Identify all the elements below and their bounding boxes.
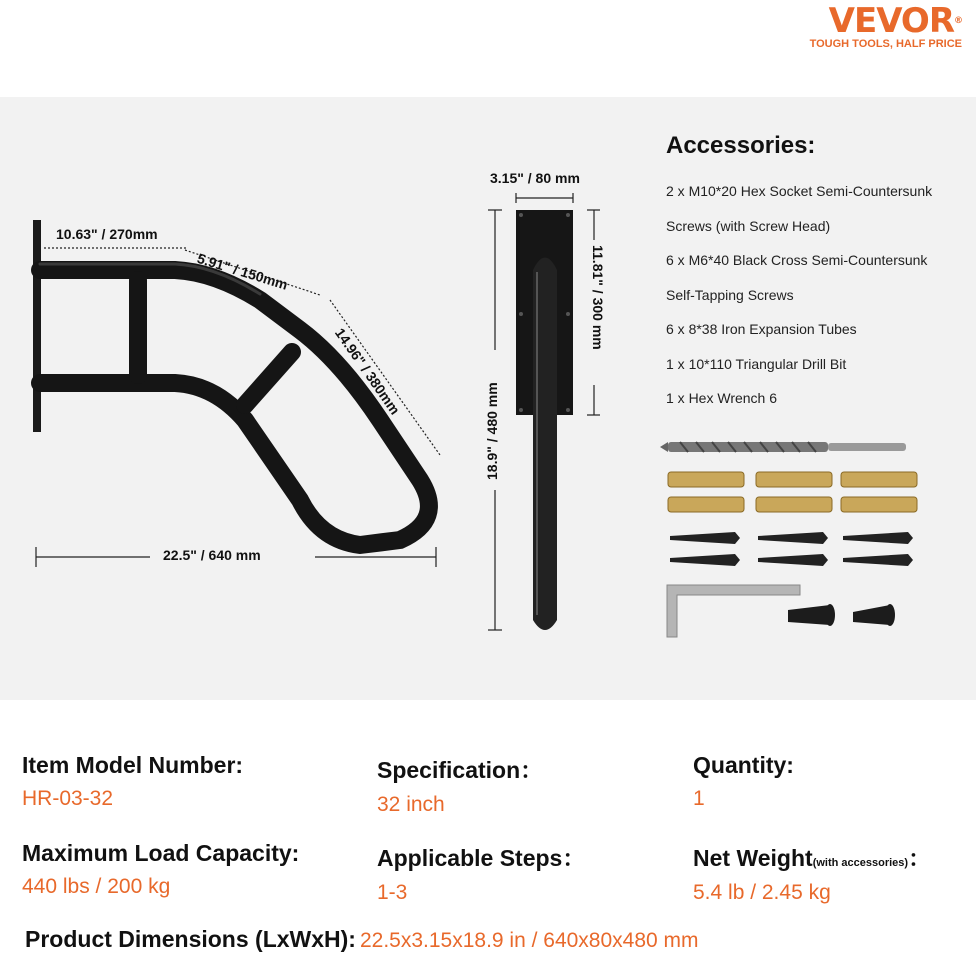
spec-specification <box>377 752 543 817</box>
front-width-label: 3.15" / 80 mm <box>490 170 580 186</box>
accessory-item: Screws (with Screw Head) <box>666 217 831 234</box>
accessory-item: 1 x Hex Wrench 6 <box>666 390 778 406</box>
spec-weight <box>693 840 931 905</box>
spec-steps-value: 1-3 <box>377 881 408 904</box>
spec-model-label: Item Model Number: <box>22 752 244 778</box>
spec-steps <box>377 840 585 905</box>
total-length-label: 22.5" / 640 mm <box>163 547 261 563</box>
spec-quantity <box>693 752 794 811</box>
spec-dimensions-value: 22.5x3.15x18.9 in / 640x80x480 mm <box>359 929 699 952</box>
total-height-label: 18.9" / 480 mm <box>484 382 500 480</box>
hex-bolt-icons <box>788 604 895 626</box>
spec-specification-label: Specification： <box>377 757 544 783</box>
slant-length-label: 14.96" / 380mm <box>331 325 404 418</box>
spec-load-label: Maximum Load Capacity: <box>22 840 300 866</box>
spec-weight-value: 5.4 lb / 2.45 kg <box>693 881 831 904</box>
accessory-item: Self-Tapping Screws <box>666 286 794 303</box>
hex-wrench-icon <box>667 585 800 637</box>
accessory-item: 6 x M6*40 Black Cross Semi-Countersunk <box>666 252 928 268</box>
spec-model <box>22 752 243 811</box>
spec-load <box>22 840 299 899</box>
accessory-item: 1 x 10*110 Triangular Drill Bit <box>666 355 847 372</box>
spec-dimensions-label: Product Dimensions (LxWxH): <box>25 926 356 952</box>
accessory-item: 2 x M10*20 Hex Socket Semi-Countersunk <box>666 183 933 199</box>
accessories-title: Accessories: <box>666 132 816 159</box>
accessories-list <box>666 174 932 416</box>
spec-quantity-label: Quantity: <box>693 752 794 778</box>
spec-weight-label: Net Weight(with accessories)： <box>693 845 932 871</box>
accessory-item: 6 x 8*38 Iron Expansion Tubes <box>666 321 857 337</box>
spec-quantity-value: 1 <box>693 787 705 810</box>
spec-dimensions <box>25 926 699 953</box>
spec-load-value: 440 lbs / 200 kg <box>22 875 171 898</box>
spec-steps-label: Applicable Steps： <box>377 845 586 871</box>
logo-tagline: TOUGH TOOLS, HALF PRICE <box>809 38 962 50</box>
logo-wordmark: VEVOR® <box>828 1 962 41</box>
top-length-label: 10.63" / 270mm <box>56 226 158 242</box>
drill-bit-icon <box>660 442 906 452</box>
expansion-tube-icons <box>668 472 917 512</box>
spec-model-value: HR-03-32 <box>22 787 114 810</box>
angle-length-label: 5.91" / 150mm <box>195 250 290 293</box>
front-view-handrail <box>516 210 573 630</box>
spec-specification-value: 32 inch <box>377 793 445 816</box>
screw-icons <box>670 532 913 566</box>
plate-height-label: 11.81" / 300 mm <box>590 245 606 350</box>
